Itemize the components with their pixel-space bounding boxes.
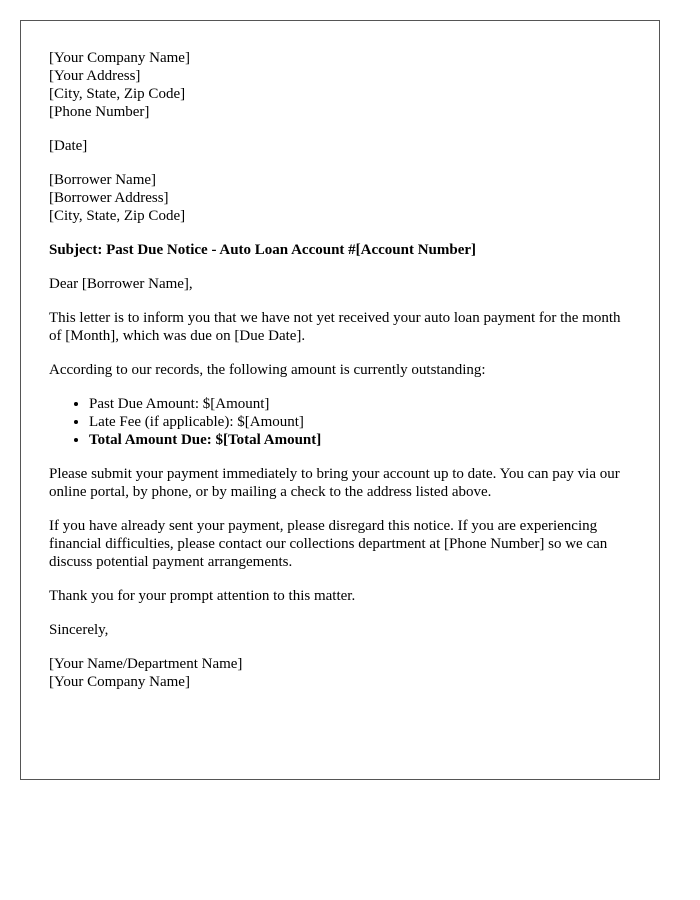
late-fee-item: • Late Fee (if applicable): $[Amount]	[89, 413, 635, 431]
letter-content	[49, 49, 635, 707]
recipient-name: [Borrower Name]	[49, 172, 157, 188]
salutation: Dear [Borrower Name],	[49, 276, 193, 292]
sender-address	[49, 49, 635, 121]
intro-paragraph: This letter is to inform you that we have not yet received your auto loan payment for the month of [Month], which was due on [Due Date].	[49, 310, 621, 344]
total-amount-due-item: • Total Amount Due: $[Total Amount]	[89, 431, 635, 449]
date-text: [Date]	[49, 138, 88, 154]
past-due-amount-item: • Past Due Amount: $[Amount]	[89, 395, 635, 413]
sender-phone-number: [Phone Number]	[49, 104, 150, 120]
thanks-paragraph: Thank you for your prompt attention to this matter.	[49, 588, 356, 604]
recipient-address-line: [Borrower Address]	[49, 190, 169, 206]
signature-name: [Your Name/Department Name]	[49, 656, 243, 672]
letter-date	[49, 137, 635, 155]
sender-address-line: [Your Address]	[49, 68, 141, 84]
recipient-city-state-zip: [City, State, Zip Code]	[49, 208, 186, 224]
submit-payment-paragraph: Please submit your payment immediately to bring your account up to date. You can pay via our online portal, by phone, or by mailing a check to the address listed above.	[49, 466, 620, 500]
records-paragraph: According to our records, the following amount is currently outstanding:	[49, 362, 486, 378]
recipient-address	[49, 171, 635, 225]
sender-company-name: [Your Company Name]	[49, 50, 190, 66]
sender-city-state-zip: [City, State, Zip Code]	[49, 86, 186, 102]
amounts-list	[49, 395, 635, 449]
subject-line: Subject: Past Due Notice - Auto Loan Account #[Account Number]	[49, 242, 477, 258]
already-sent-paragraph: If you have already sent your payment, please disregard this notice. If you are experiencing financial difficulties, please contact our collections department at [Phone Number] so we can discuss potential payment arrangements.	[49, 518, 608, 570]
closing: Sincerely,	[49, 622, 109, 638]
signature-block	[49, 655, 635, 691]
letter-page	[20, 20, 660, 780]
signature-company: [Your Company Name]	[49, 674, 190, 690]
